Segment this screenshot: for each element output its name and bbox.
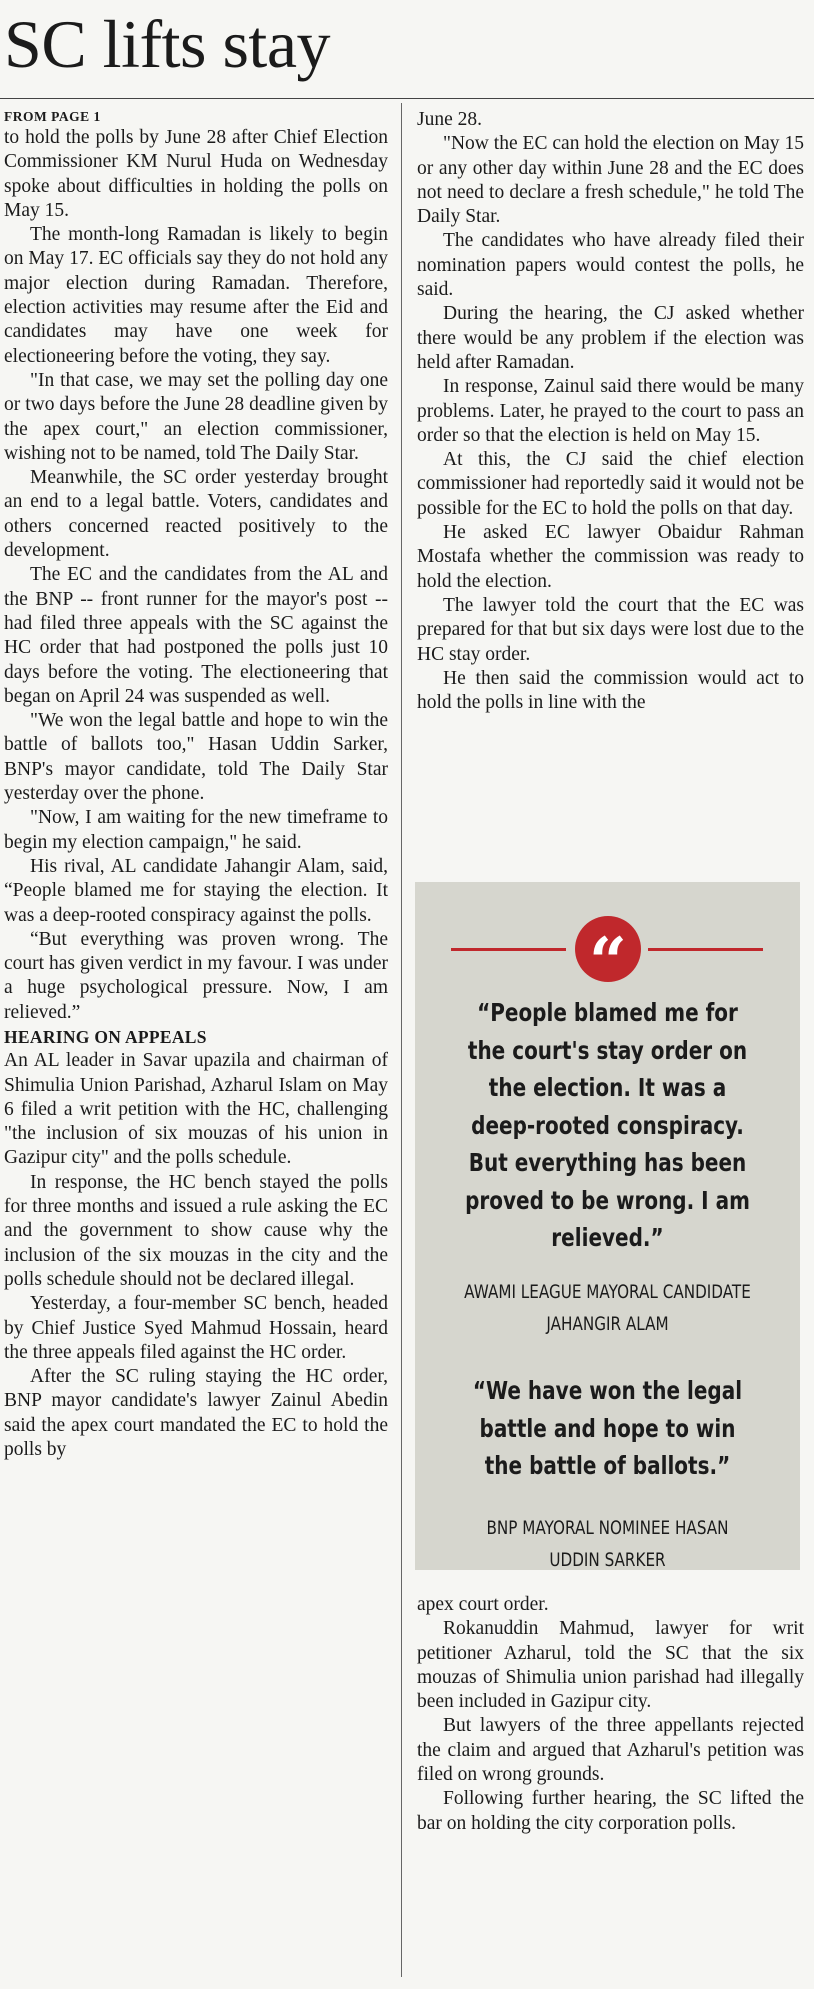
paragraph: His rival, AL candidate Jahangir Alam, said, “People blamed me for staying the election. It was a deep-rooted conspiracy against the polls.	[4, 855, 388, 926]
paragraph: The month-long Ramadan is likely to begin on May 17. EC officials say they do not hold any major election during Ramadan. Therefore, election activities may resume after the Eid and candidates may have one week for electioneering before the voting, they say.	[4, 224, 388, 367]
paragraph: Meanwhile, the SC order yesterday brought an end to a legal battle. Voters, candidates and others concerned reacted positively to the development.	[4, 467, 388, 562]
paragraph: An AL leader in Savar upazila and chairman of Shimulia Union Parishad, Azharul Islam on May 6 filed a writ petition with the HC, challenging "the inclusion of six mouzas of his union in Gazipur city" and the polls schedule.	[4, 1050, 388, 1169]
pull-quote-2: “We have won the legal battle and hope to win the battle of ballots.”	[472, 1376, 743, 1480]
paragraph: At this, the CJ said the chief election commissioner had reportedly said it would not be possible for the EC to hold the polls on that day.	[417, 449, 804, 519]
paragraph: He then said the commission would act to hold the polls in line with the	[417, 667, 804, 714]
pull-quote-1-attribution: AWAMI LEAGUE MAYORAL CANDIDATE JAHANGIR ALAM	[464, 1281, 751, 1335]
paragraph: In response, Zainul said there would be many problems. Later, he prayed to the court to pass an order so that the election is held on May 15.	[417, 376, 804, 446]
article-column-2-bottom	[417, 1593, 804, 1836]
paragraph: Following further hearing, the SC lifted the bar on holding the city corporation polls.	[417, 1788, 804, 1834]
paragraph: "Now, I am waiting for the new timeframe to begin my election campaign," he said.	[4, 807, 388, 853]
quotation-mark-icon: “	[575, 916, 641, 982]
pull-quote-2-attribution: BNP MAYORAL NOMINEE HASAN UDDIN SARKER	[486, 1517, 729, 1571]
column-divider	[401, 103, 402, 1977]
article-column-1	[4, 108, 388, 1462]
headline: SC lifts stay	[4, 6, 330, 82]
paragraph: apex court order.	[417, 1594, 549, 1615]
paragraph: to hold the polls by June 28 after Chief Election Commissioner KM Nurul Huda on Wednesday spoke about difficulties in holding the polls on May 15.	[4, 127, 388, 221]
paragraph: He asked EC lawyer Obaidur Rahman Mostafa whether the commission was ready to hold the election.	[417, 522, 804, 592]
headline-rule	[0, 98, 814, 99]
paragraph: After the SC ruling staying the HC order, BNP mayor candidate's lawyer Zainul Abedin said the apex court mandated the EC to hold the polls by	[4, 1366, 388, 1461]
paragraph: "In that case, we may set the polling day one or two days before the June 28 deadline given by the apex court," an election commissioner, wishing not to be named, told The Daily Star.	[4, 369, 388, 464]
paragraph: But lawyers of the three appellants rejected the claim and argued that Azharul's petition was filed on wrong grounds.	[417, 1715, 804, 1786]
jump-label: FROM PAGE 1	[4, 109, 101, 124]
paragraph: In response, the HC bench stayed the polls for three months and issued a rule asking the EC and the government to show cause why the inclusion of the six mouzas in the city and the polls schedule should not be declared illegal.	[4, 1171, 388, 1290]
paragraph: The EC and the candidates from the AL and the BNP -- front runner for the mayor's post -- had filed three appeals with the SC against the HC order that had postponed the polls just 10 days before the voting. The electioneering that began on April 24 was suspended as well.	[4, 564, 388, 707]
article-column-2-top	[417, 108, 804, 715]
paragraph: Yesterday, a four-member SC bench, headed by Chief Justice Syed Mahmud Hossain, heard the three appeals filed against the HC order.	[4, 1293, 388, 1363]
paragraph: Rokanuddin Mahmud, lawyer for writ petitioner Azharul, told the SC that the six mouzas of Shimulia union parishad had illegally been included in Gazipur city.	[417, 1618, 804, 1713]
subhead: HEARING ON APPEALS	[4, 1026, 207, 1047]
pull-quote-box	[415, 882, 800, 1570]
pull-quote-1: “People blamed me for the court's stay order on the election. It was a deep-rooted conspiracy. But everything has been proved to be wrong. I am relieved.”	[465, 998, 750, 1252]
paragraph: The lawyer told the court that the EC was prepared for that but six days were lost due to the HC stay order.	[417, 594, 804, 665]
quote-rule-right	[648, 948, 763, 951]
paragraph: During the hearing, the CJ asked whether there would be any problem if the election was held after Ramadan.	[417, 303, 804, 373]
paragraph: June 28.	[417, 109, 482, 130]
paragraph: “But everything was proven wrong. The court has given verdict in my favour. I was under a huge psychological pressure. Now, I am relieved.”	[4, 928, 388, 1023]
paragraph: The candidates who have already filed their nomination papers would contest the polls, he said.	[417, 230, 804, 301]
paragraph: "We won the legal battle and hope to win the battle of ballots too," Hasan Uddin Sarker, BNP's mayor candidate, told The Daily Star yesterday over the phone.	[4, 710, 388, 805]
quote-rule-left	[451, 948, 566, 951]
paragraph: "Now the EC can hold the election on May 15 or any other day within June 28 and the EC does not need to declare a fresh schedule," he told The Daily Star.	[417, 133, 804, 228]
